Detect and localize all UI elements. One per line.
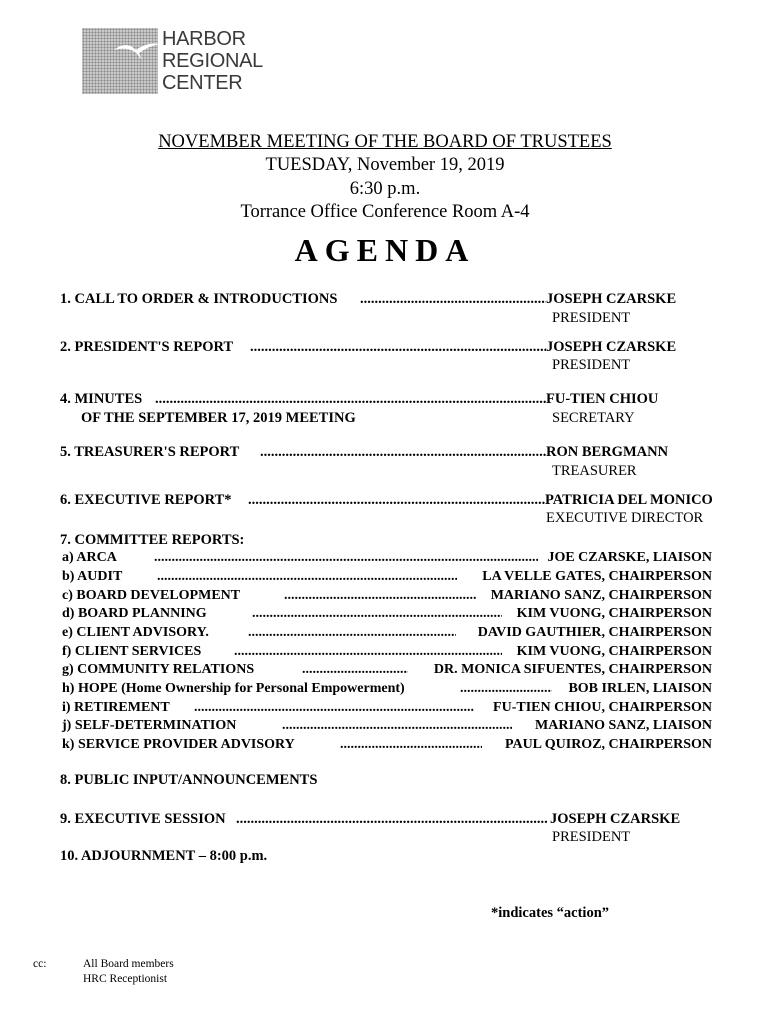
committee-label: c) BOARD DEVELOPMENT <box>62 588 241 603</box>
agenda-item-role: EXECUTIVE DIRECTOR <box>546 510 704 526</box>
leader-dots <box>248 625 456 643</box>
committee-label: a) ARCA <box>62 550 117 565</box>
committee-item <box>62 737 712 755</box>
logo-text-center: CENTER <box>162 72 243 94</box>
leader-dots <box>155 391 546 409</box>
cc-label: cc: <box>33 958 47 970</box>
leader-dots <box>154 550 538 568</box>
committee-item <box>62 550 712 568</box>
agenda-item-label: 4. MINUTES <box>60 391 143 407</box>
committee-label: f) CLIENT SERVICES <box>62 644 202 659</box>
agenda-item-role: PRESIDENT <box>552 829 631 845</box>
cc-recipient: HRC Receptionist <box>83 973 168 985</box>
agenda-item-presenter: FU-TIEN CHIOU <box>546 391 659 407</box>
agenda-item-label: 8. PUBLIC INPUT/ANNOUNCEMENTS <box>60 772 318 788</box>
leader-dots <box>250 339 546 357</box>
action-note: *indicates “action” <box>491 905 610 921</box>
agenda-item-2 <box>60 339 730 359</box>
committee-presenter: BOB IRLEN, LIAISON <box>568 681 712 696</box>
committee-presenter: KIM VUONG, CHAIRPERSON <box>516 606 712 621</box>
agenda-item-10 <box>60 848 730 868</box>
agenda-item-presenter: JOSEPH CZARSKE <box>546 291 677 307</box>
committee-presenter: PAUL QUIROZ, CHAIRPERSON <box>504 737 712 752</box>
committee-label: g) COMMUNITY RELATIONS <box>62 662 255 677</box>
leader-dots <box>194 700 474 718</box>
committee-item <box>62 662 712 680</box>
committee-label: i) RETIREMENT <box>62 700 170 715</box>
agenda-item-label: 10. ADJOURNMENT – 8:00 p.m. <box>60 848 268 864</box>
committee-presenter: LA VELLE GATES, CHAIRPERSON <box>482 569 712 584</box>
agenda-heading: AGENDA <box>294 232 476 268</box>
leader-dots <box>340 737 482 755</box>
logo-text-regional: REGIONAL <box>162 50 263 72</box>
committee-presenter: DAVID GAUTHIER, CHAIRPERSON <box>477 625 712 640</box>
agenda-item-6 <box>60 492 730 512</box>
leader-dots <box>282 718 512 736</box>
leader-dots <box>248 492 545 510</box>
leader-dots <box>236 811 548 829</box>
logo-text-harbor: HARBOR <box>162 28 246 50</box>
meeting-date: TUESDAY, November 19, 2019 <box>265 155 505 175</box>
committee-item <box>62 718 712 736</box>
committee-item <box>62 625 712 643</box>
seagull-icon <box>112 36 162 64</box>
committee-item <box>62 588 712 606</box>
committee-item <box>62 606 712 624</box>
committee-item <box>62 681 712 699</box>
leader-dots <box>252 606 502 624</box>
committee-label: e) CLIENT ADVISORY. <box>62 625 209 640</box>
agenda-item-presenter: RON BERGMANN <box>546 444 669 460</box>
committee-label: h) HOPE (Home Ownership for Personal Empowerment) <box>62 681 405 696</box>
committee-label: j) SELF-DETERMINATION <box>62 718 237 733</box>
agenda-item-label: 7. COMMITTEE REPORTS: <box>60 532 245 548</box>
committee-item <box>62 569 712 587</box>
agenda-item-role: PRESIDENT <box>552 310 631 326</box>
agenda-item-8 <box>60 772 730 792</box>
committee-label: b) AUDIT <box>62 569 123 584</box>
agenda-item-role: TREASURER <box>552 463 637 479</box>
leader-dots <box>302 662 408 680</box>
leader-dots <box>284 588 477 606</box>
cc-recipient: All Board members <box>83 958 174 970</box>
agenda-item-role: PRESIDENT <box>552 357 631 373</box>
agenda-item-label: 5. TREASURER'S REPORT <box>60 444 240 460</box>
committee-item <box>62 644 712 662</box>
leader-dots <box>260 444 546 462</box>
leader-dots <box>360 291 546 309</box>
committee-label: k) SERVICE PROVIDER ADVISORY <box>62 737 295 752</box>
agenda-item-label: 6. EXECUTIVE REPORT* <box>60 492 232 508</box>
agenda-item-sublabel: OF THE SEPTEMBER 17, 2019 MEETING <box>81 410 356 426</box>
leader-dots <box>234 644 502 662</box>
committee-presenter: MARIANO SANZ, CHAIRPERSON <box>490 588 712 603</box>
leader-dots <box>460 681 552 699</box>
agenda-item-role: SECRETARY <box>552 410 635 426</box>
agenda-item-presenter: JOSEPH CZARSKE <box>550 811 681 827</box>
agenda-item-presenter: PATRICIA DEL MONICO <box>545 492 713 508</box>
agenda-item-label: 9. EXECUTIVE SESSION <box>60 811 226 827</box>
committee-presenter: MARIANO SANZ, LIAISON <box>535 718 712 733</box>
committee-presenter: KIM VUONG, CHAIRPERSON <box>516 644 712 659</box>
agenda-item-7 <box>60 532 730 552</box>
agenda-item-1 <box>60 291 730 311</box>
meeting-title: NOVEMBER MEETING OF THE BOARD OF TRUSTEES <box>158 132 612 152</box>
agenda-item-label: 2. PRESIDENT'S REPORT <box>60 339 234 355</box>
harbor-regional-center-logo <box>82 28 282 96</box>
leader-dots <box>157 569 457 587</box>
agenda-item-label: 1. CALL TO ORDER & INTRODUCTIONS <box>60 291 338 307</box>
agenda-item-presenter: JOSEPH CZARSKE <box>546 339 677 355</box>
agenda-item-4 <box>60 391 730 411</box>
meeting-location: Torrance Office Conference Room A-4 <box>240 202 530 222</box>
committee-item <box>62 700 712 718</box>
committee-presenter: FU-TIEN CHIOU, CHAIRPERSON <box>493 700 712 715</box>
committee-presenter: JOE CZARSKE, LIAISON <box>547 550 712 565</box>
committee-presenter: DR. MONICA SIFUENTES, CHAIRPERSON <box>433 662 712 677</box>
meeting-time: 6:30 p.m. <box>349 179 421 199</box>
committee-label: d) BOARD PLANNING <box>62 606 207 621</box>
agenda-item-5 <box>60 444 730 464</box>
agenda-item-9 <box>60 811 730 831</box>
